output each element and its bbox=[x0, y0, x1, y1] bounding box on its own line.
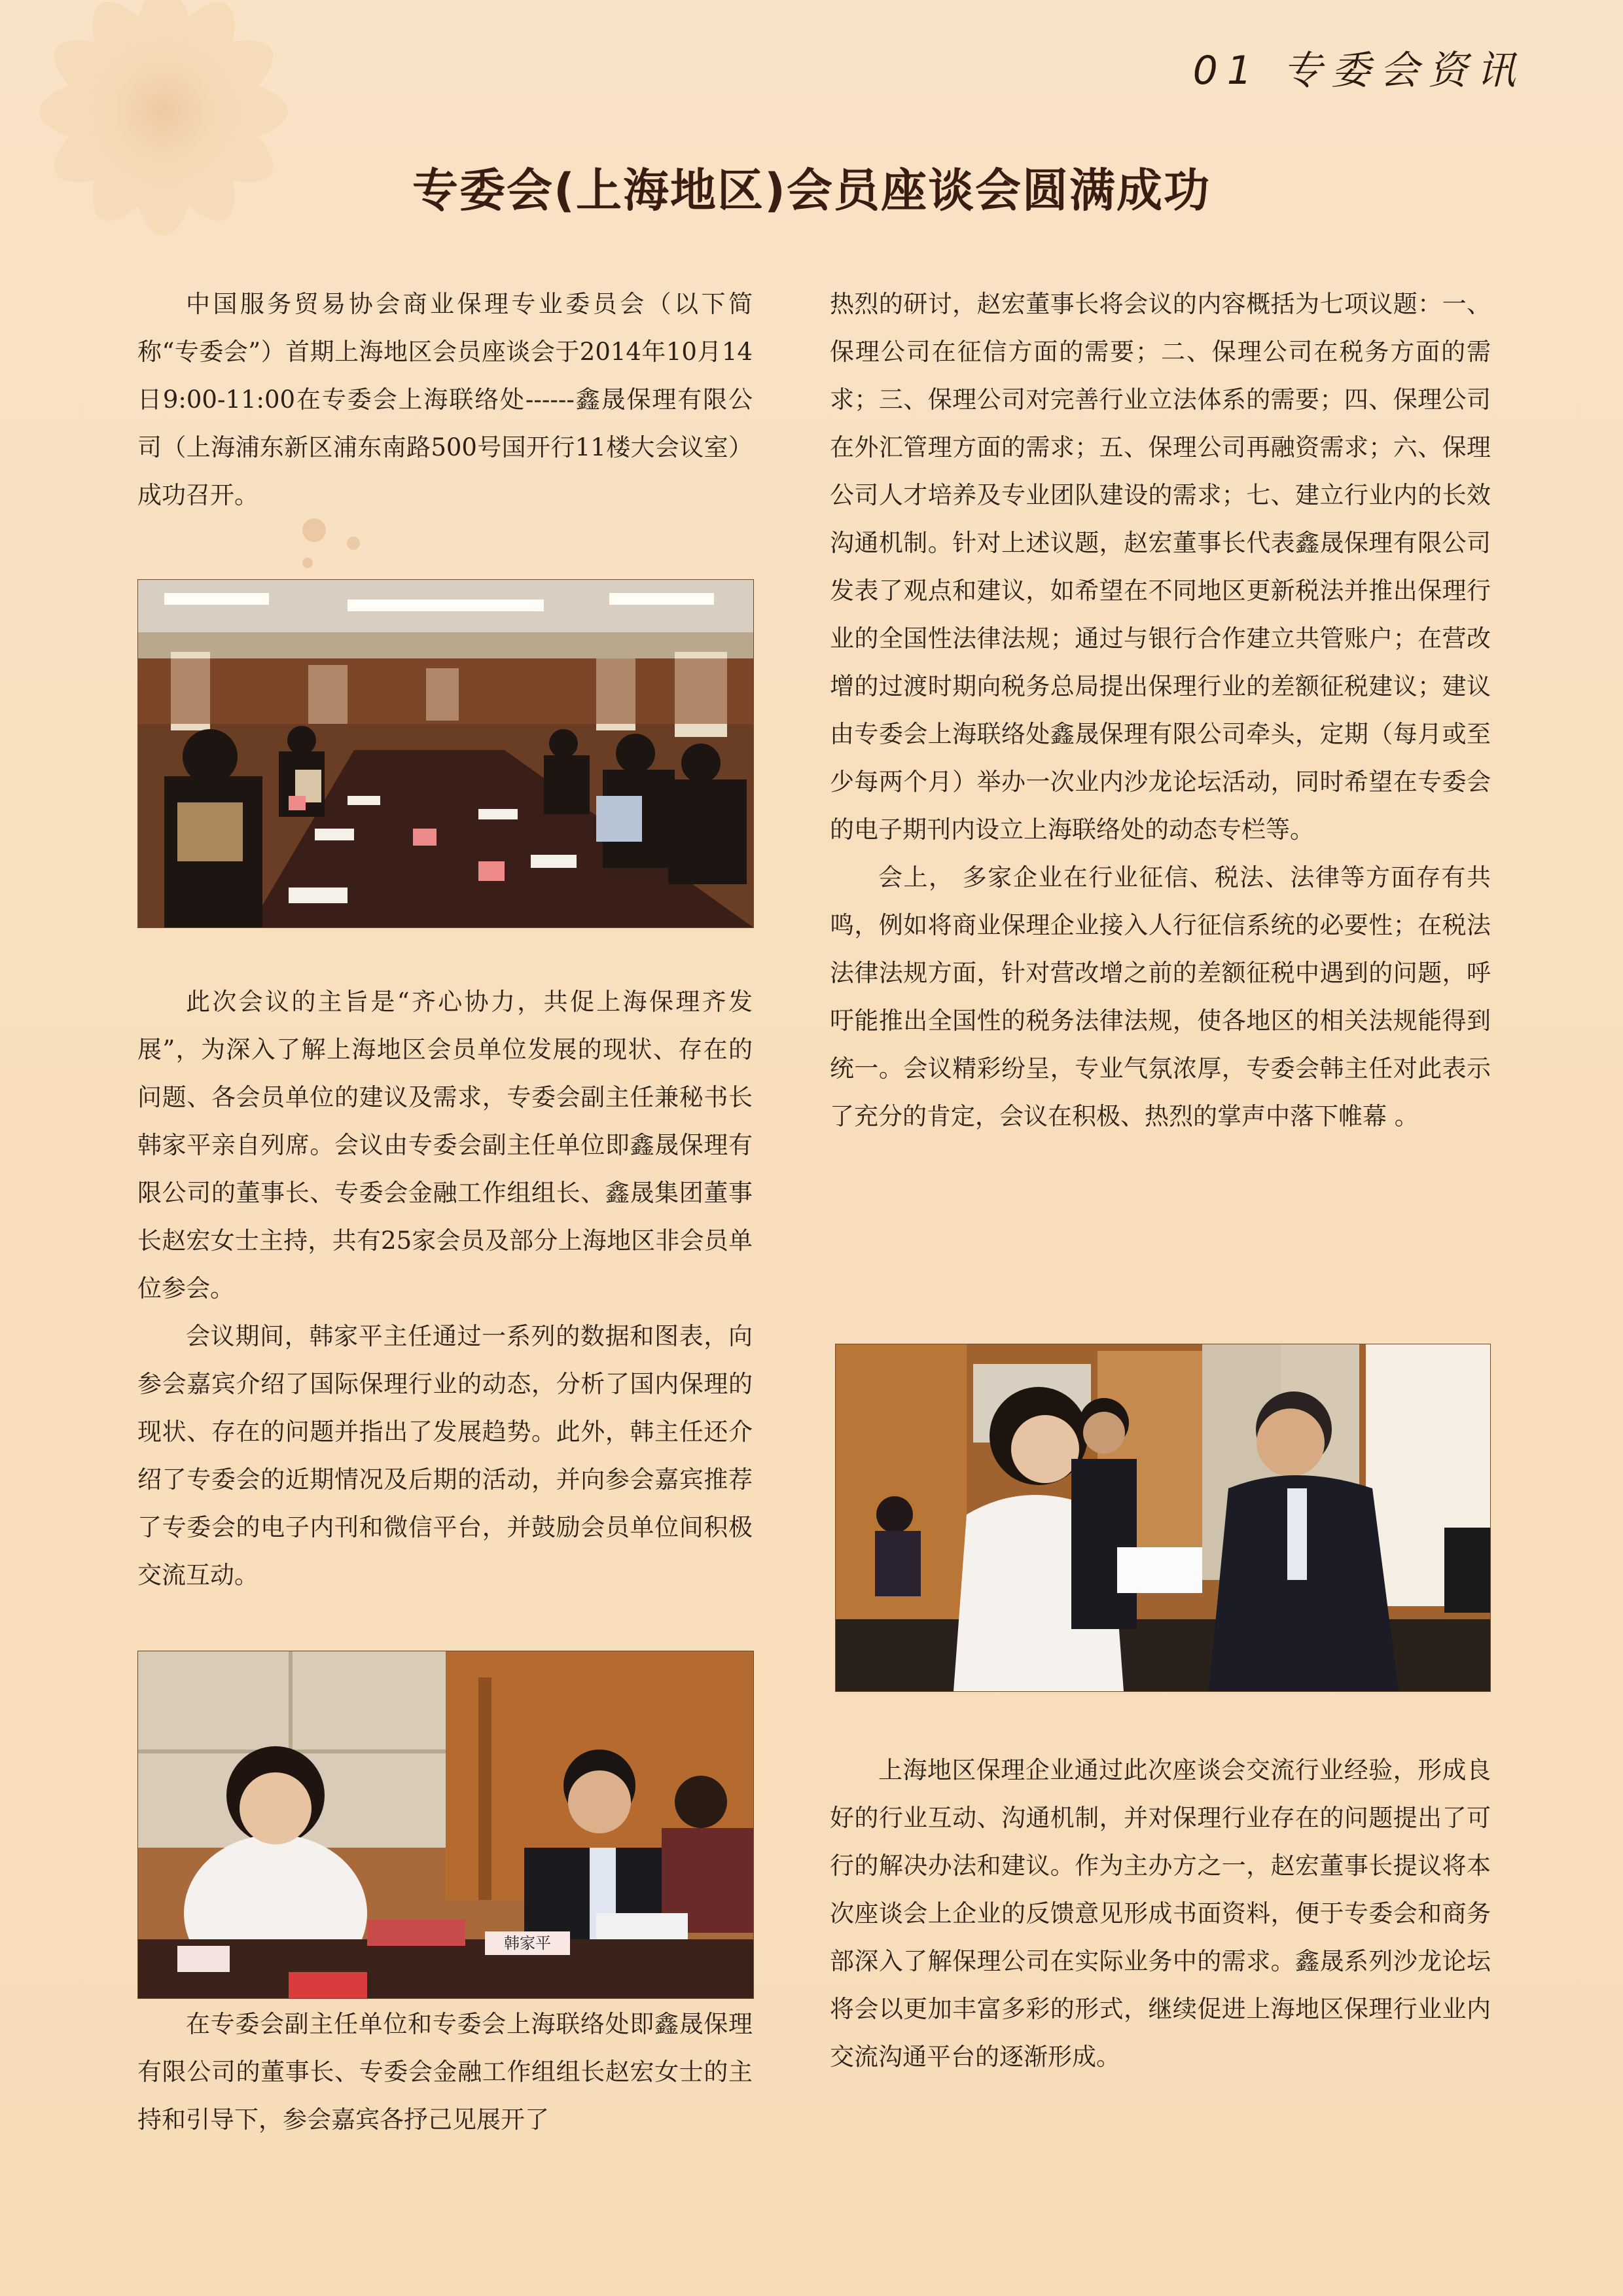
paragraph: 上海地区保理企业通过此次座谈会交流行业经验，形成良好的行业互动、沟通机制，并对保理行业存在的问题提出了可行的解决办法和建议。作为主办方之一，赵宏董事长提议将本次座谈会上企业的反馈意见形成书面资料，便于专委会和商务部深入了解保理公司在实际业务中的需求。鑫晟系列沙龙论坛将会以更加丰富多彩的形式，继续促进上海地区保理行业业内交流沟通平台的逐渐形成。 bbox=[830, 1756, 1491, 2071]
right-col-top bbox=[830, 280, 1491, 1140]
section-tag: 01 专委会资讯 bbox=[1192, 48, 1525, 94]
paragraph: 会议期间，韩家平主任通过一系列的数据和图表，向参会嘉宾介绍了国际保理行业的动态，分析了国内保理的现状、存在的问题并指出了发展趋势。此外，韩主任还介绍了专委会的近期情况及后期的活动，并向参会嘉宾推荐了专委会的电子内刊和微信平台，并鼓励会员单位间积极交流互动。 bbox=[137, 1322, 753, 1589]
paragraph: 在专委会副主任单位和专委会上海联络处即鑫晟保理有限公司的董事长、专委会金融工作组组长赵宏女士的主持和引导下，参会嘉宾各抒己见展开了 bbox=[137, 2010, 753, 2134]
hosts-photo bbox=[137, 1651, 754, 1999]
paragraph: 热烈的研讨，赵宏董事长将会议的内容概括为七项议题：一、保理公司在征信方面的需要；二、保理公司在税务方面的需求；三、保理公司对完善行业立法体系的需要；四、保理公司在外汇管理方面的需求；五、保理公司再融资需求；六、保理公司人才培养及专业团队建设的需求；七、建立行业内的长效沟通机制。针对上述议题，赵宏董事长代表鑫晟保理有限公司发表了观点和建议，如希望在不同地区更新税法并推出保理行业的全国性法律法规；通过与银行合作建立共管账户；在营改增的过渡时期向税务总局提出保理行业的差额征税建议；建议由专委会上海联络处鑫晟保理有限公司牵头，定期（每月或至少每两个月）举办一次业内沙龙论坛活动，同时希望在专委会的电子期刊内设立上海联络处的动态专栏等。 bbox=[830, 290, 1491, 844]
paragraph: 中国服务贸易协会商业保理专业委员会（以下简称“专委会”）首期上海地区会员座谈会于2014年10月14日9:00-11:00在专委会上海联络处------鑫晟保理有限公司（上海浦东新区浦东南路500号国开行11楼大会议室）成功召开。 bbox=[137, 290, 753, 509]
nameplate-label: 韩家平 bbox=[485, 1931, 570, 1955]
left-col-bottom bbox=[137, 2000, 753, 2144]
paragraph: 会上， 多家企业在行业征信、税法、法律等方面存有共鸣，例如将商业保理企业接入人行征信系统的必要性；在税法法律法规方面，针对营改增之前的差额征税中遇到的问题，呼吁能推出全国性的税务法律法规，使各地区的相关法规能得到统一。会议精彩纷呈，专业气氛浓厚，专委会韩主任对此表示了充分的肯定，会议在积极、热烈的掌声中落下帷幕 。 bbox=[830, 863, 1491, 1130]
paragraph: 此次会议的主旨是“齐心协力，共促上海保理齐发展”，为深入了解上海地区会员单位发展的现状、存在的问题、各会员单位的建议及需求，专委会副主任兼秘书长韩家平亲自列席。会议由专委会副主任单位即鑫晟保理有限公司的董事长、专委会金融工作组组长、鑫晟集团董事长赵宏女士主持，共有25家会员及部分上海地区非会员单位参会。 bbox=[137, 988, 753, 1302]
exchange-photo bbox=[835, 1344, 1491, 1692]
meeting-room-photo bbox=[137, 579, 754, 928]
article-title: 专委会(上海地区)会员座谈会圆满成功 bbox=[412, 164, 1211, 217]
left-col-middle bbox=[137, 978, 753, 1599]
left-col-top bbox=[137, 280, 753, 519]
right-col-bottom bbox=[830, 1746, 1491, 2081]
